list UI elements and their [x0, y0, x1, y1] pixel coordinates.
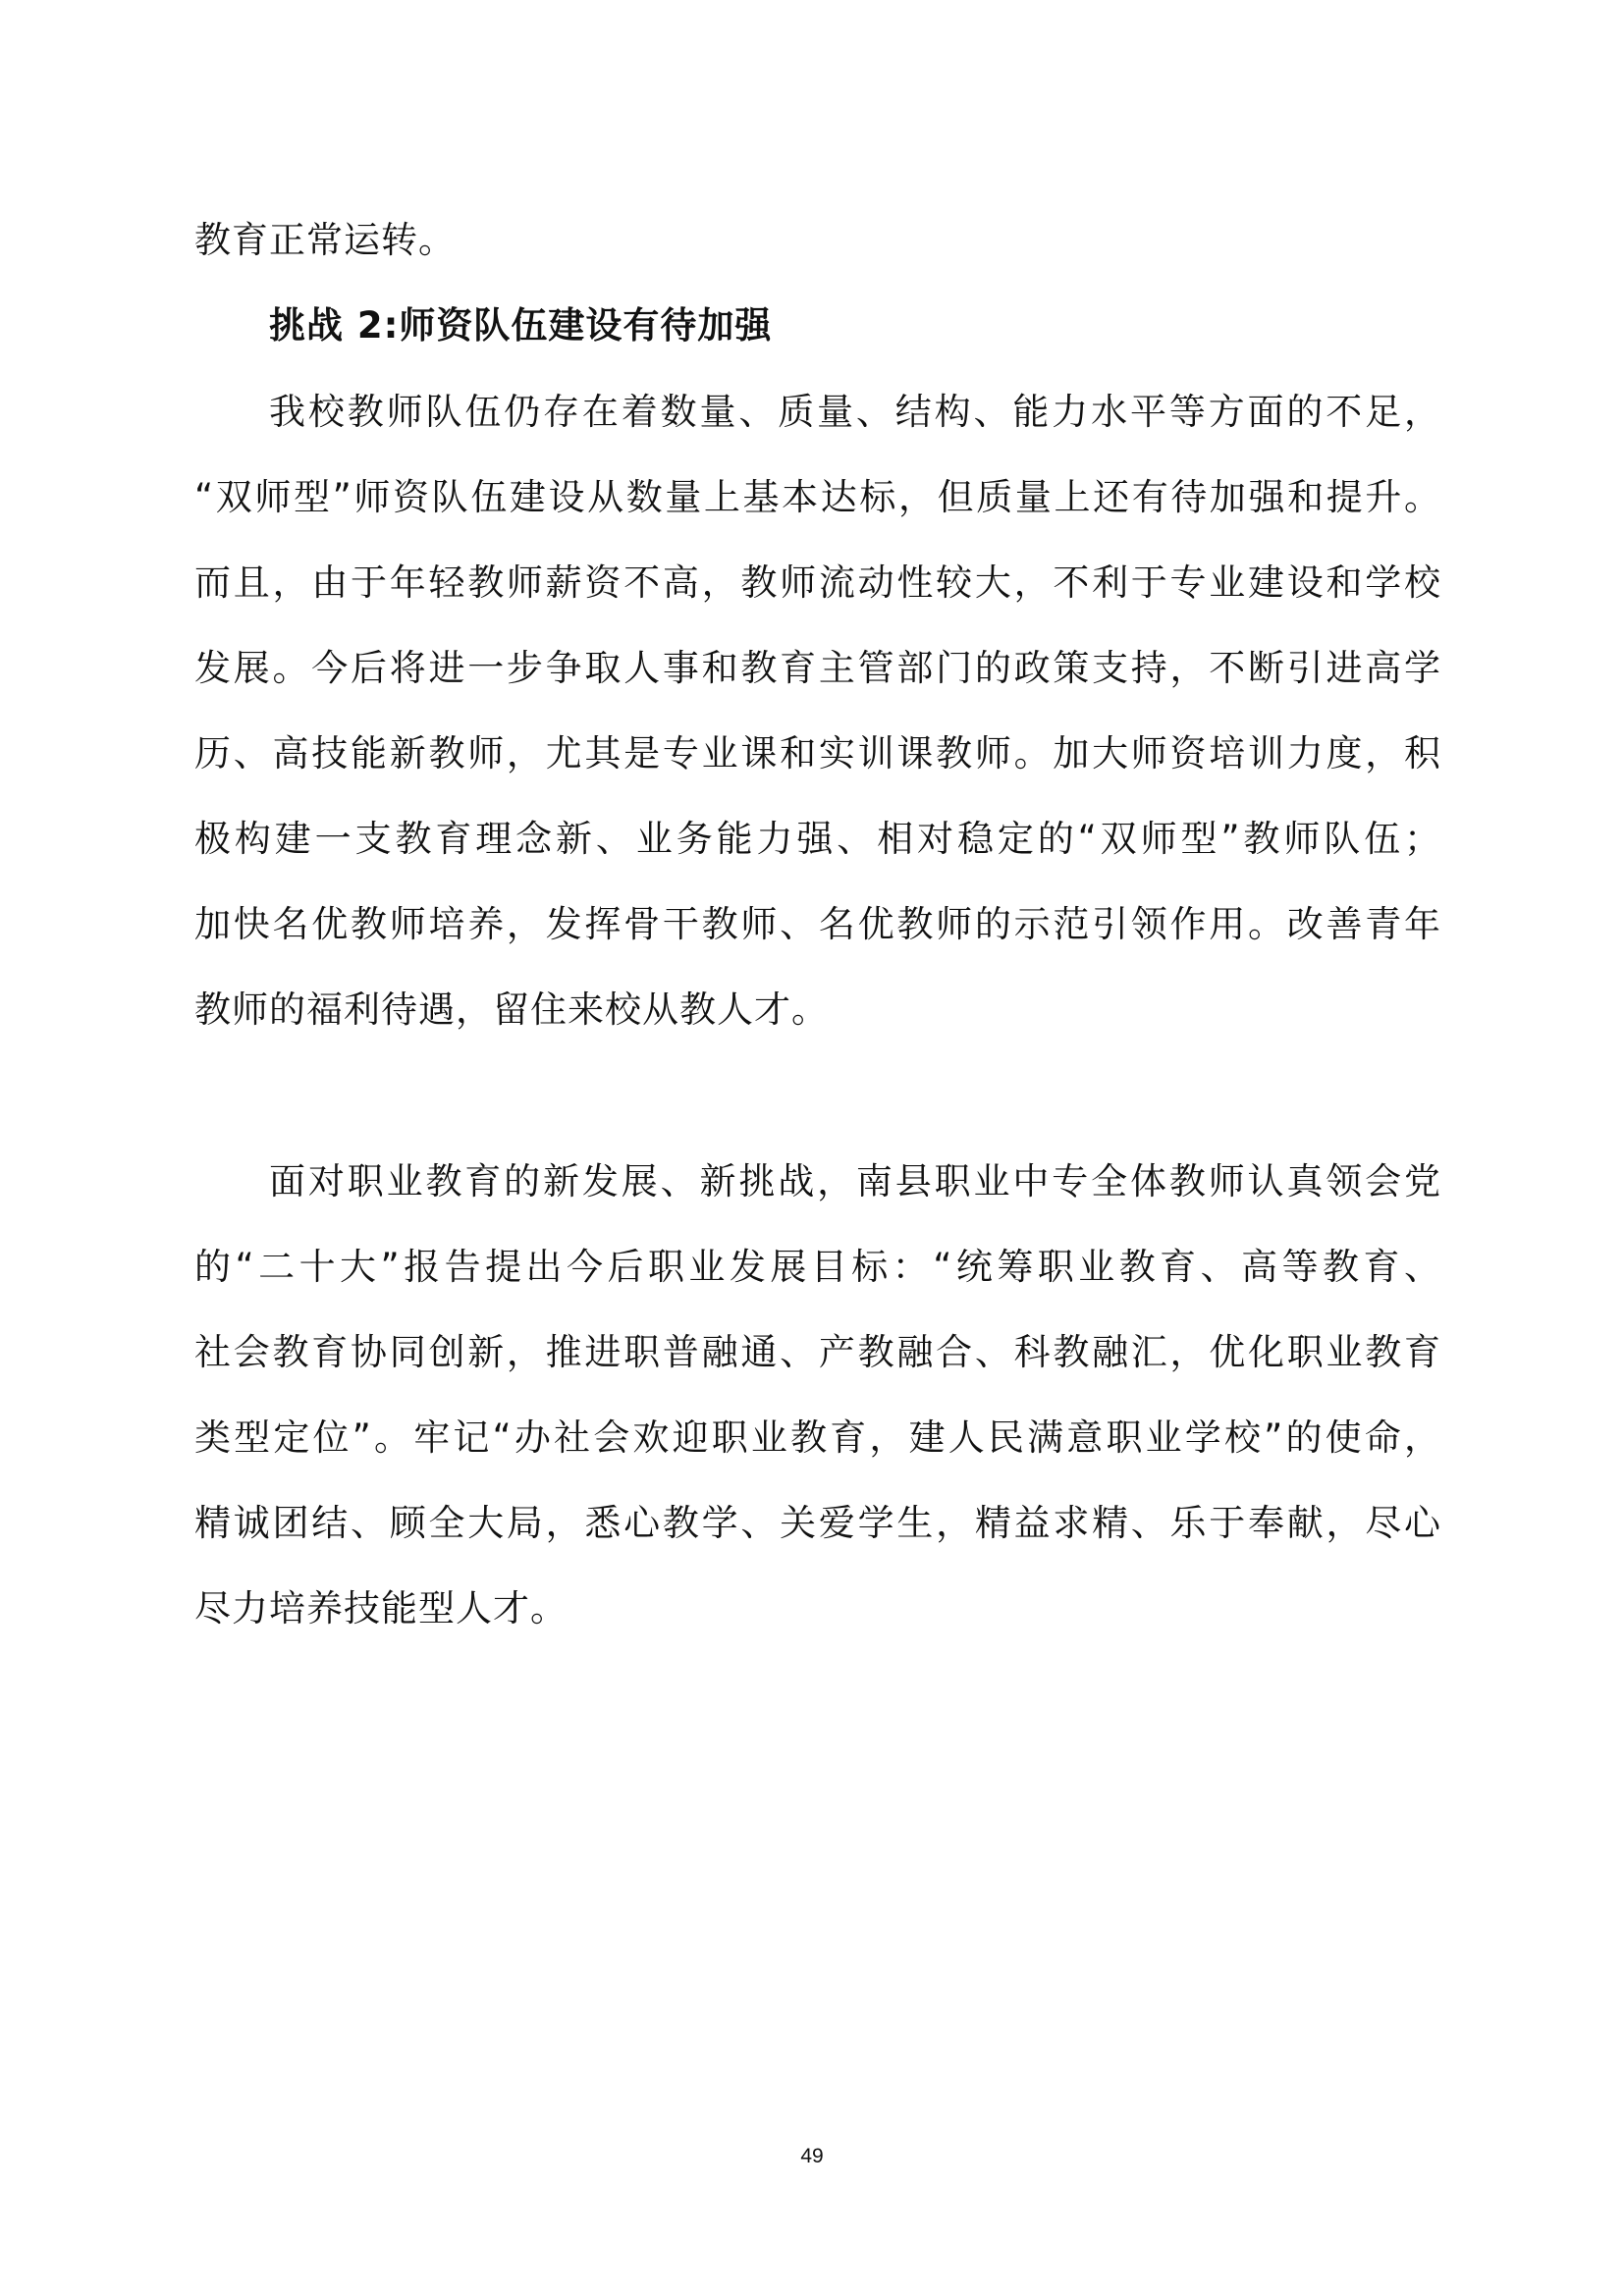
paragraph-line: 极构建一支教育理念新、业务能力强、相对稳定的“双师型”教师队伍； [194, 818, 1441, 860]
paragraph-line: 面对职业教育的新发展、新挑战，南县职业中专全体教师认真领会党 [269, 1160, 1441, 1202]
paragraph-line: 历、高技能新教师，尤其是专业课和实训课教师。加大师资培训力度，积 [194, 732, 1441, 774]
paragraph-line: “双师型”师资队伍建设从数量上基本达标，但质量上还有待加强和提升。 [194, 476, 1441, 518]
section-heading: 挑战 2:师资队伍建设有待加强 [269, 304, 773, 347]
paragraph-line: 加快名优教师培养，发挥骨干教师、名优教师的示范引领作用。改善青年 [194, 903, 1441, 945]
paragraph-line: 我校教师队伍仍存在着数量、质量、结构、能力水平等方面的不足， [269, 391, 1441, 433]
paragraph-line: 发展。今后将进一步争取人事和教育主管部门的政策支持，不断引进高学 [194, 647, 1441, 689]
paragraph-line: 类型定位”。牢记“办社会欢迎职业教育，建人民满意职业学校”的使命， [194, 1416, 1441, 1459]
paragraph-line: 尽力培养技能型人才。 [194, 1587, 568, 1629]
paragraph-line: 而且，由于年轻教师薪资不高，教师流动性较大，不利于专业建设和学校 [194, 561, 1441, 604]
page-number: 49 [800, 2145, 824, 2167]
paragraph-line: 教育正常运转。 [194, 219, 456, 261]
paragraph-line: 教师的福利待遇，留住来校从教人才。 [194, 988, 829, 1031]
paragraph-line: 社会教育协同创新，推进职普融通、产教融合、科教融汇，优化职业教育 [194, 1331, 1441, 1373]
paragraph-line: 的“二十大”报告提出今后职业发展目标：“统筹职业教育、高等教育、 [194, 1246, 1441, 1288]
paragraph-line: 精诚团结、顾全大局，悉心教学、关爱学生，精益求精、乐于奉献，尽心 [194, 1502, 1441, 1544]
